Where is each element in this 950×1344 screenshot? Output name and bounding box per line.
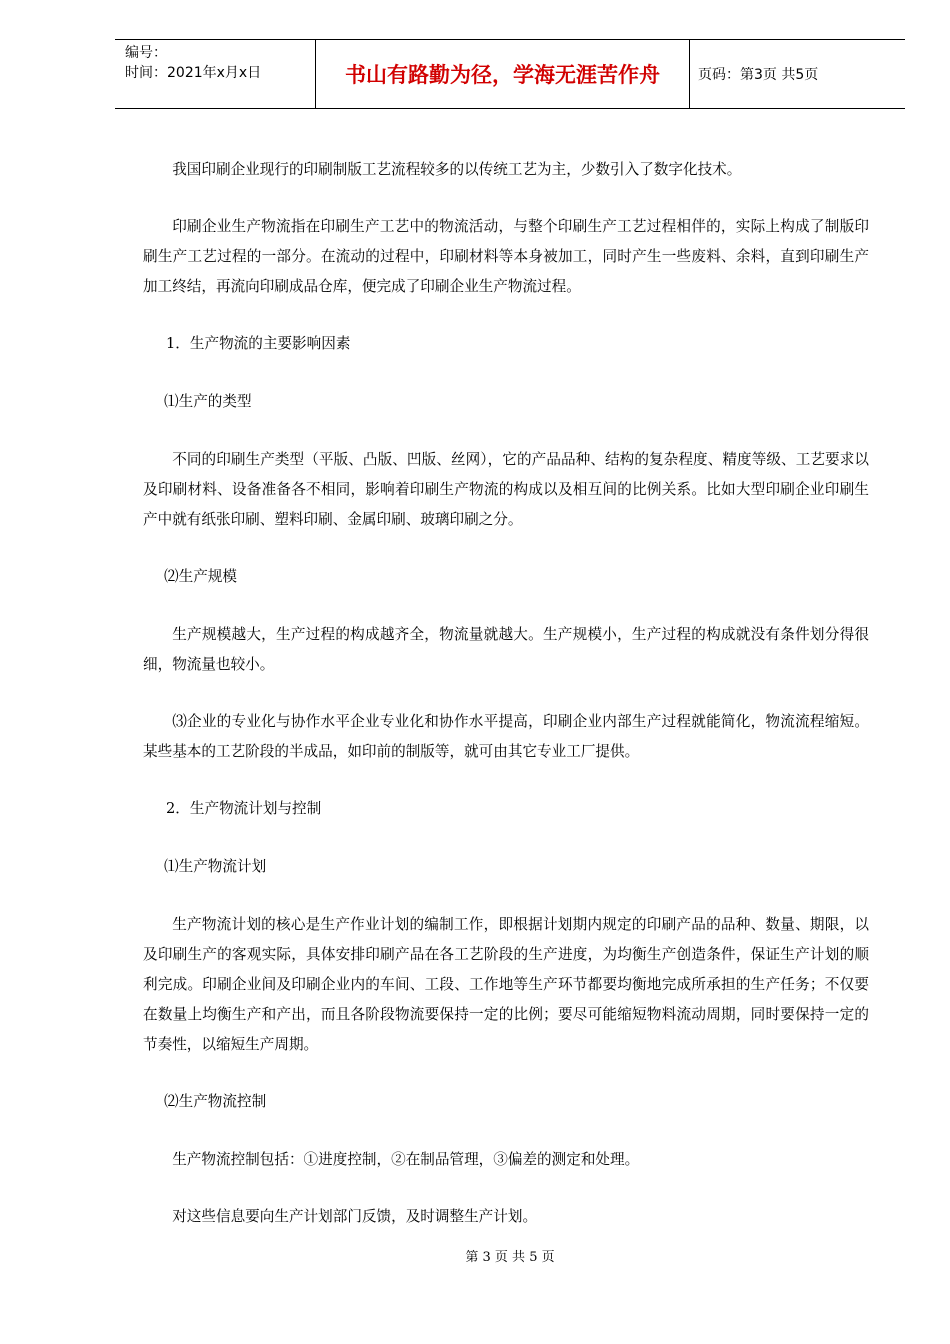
- paragraph-1: 我国印刷企业现行的印刷制版工艺流程较多的以传统工艺为主，少数引入了数字化技术。: [172, 161, 742, 178]
- paragraph-4: 生产规模越大，生产过程的构成越齐全，物流量就越大。生产规模小，生产过程的构成就没有条件划分得很细，物流量也较小。: [143, 626, 869, 673]
- paragraph-2: 印刷企业生产物流指在印刷生产工艺中的物流活动，与整个印刷生产工艺过程相伴的，实际上构成了制版印刷生产工艺过程的一部分。在流动的过程中，印刷材料等本身被加工，同时产生一些废料、余料，直到印刷生产加工终结，再流向印刷成品仓库，便完成了印刷企业生产物流过程。: [143, 218, 869, 295]
- subheading-4: ⑵生产物流控制: [164, 1093, 267, 1110]
- subheading-3: ⑴生产物流计划: [164, 858, 267, 875]
- section-heading-1: 1．生产物流的主要影响因素: [166, 335, 351, 352]
- number-label: 编号：: [125, 45, 167, 61]
- paragraph-6: 生产物流计划的核心是生产作业计划的编制工作，即根据计划期内规定的印刷产品的品种、数量、期限，以及印刷生产的客观实际，具体安排印刷产品在各工艺阶段的生产进度，为均衡生产创造条件，保证生产计划的顺利完成。印刷企业间及印刷企业内的车间、工段、工作地等生产环节都要均衡地完成所承担的生产任务；不仅要在数量上均衡生产和产出，而且各阶段物流要保持一定的比例；要尽可能缩短物料流动周期，同时要保持一定的节奏性，以缩短生产周期。: [143, 916, 869, 1053]
- section-heading-2: 2．生产物流计划与控制: [166, 800, 322, 817]
- page-footer: 第 3 页 共 5 页: [465, 1250, 555, 1265]
- paragraph-5: ⑶企业的专业化与协作水平企业专业化和协作水平提高，印刷企业内部生产过程就能简化，物流流程缩短。某些基本的工艺阶段的半成品，如印前的制版等，就可由其它专业工厂提供。: [143, 713, 869, 760]
- time-label: 时间：2021年x月x日: [125, 65, 262, 81]
- page-header: [115, 39, 905, 109]
- paragraph-3: 不同的印刷生产类型（平版、凸版、凹版、丝网），它的产品品种、结构的复杂程度、精度等级、工艺要求以及印刷材料、设备准备各不相同，影响着印刷生产物流的构成以及相互间的比例关系。比如大型印刷企业印刷生产中就有纸张印刷、塑料印刷、金属印刷、玻璃印刷之分。: [143, 451, 869, 528]
- subheading-1: ⑴生产的类型: [164, 393, 252, 410]
- header-page-info: 页码：第3页 共5页: [698, 67, 819, 83]
- header-meta: [115, 40, 316, 108]
- paragraph-8: 对这些信息要向生产计划部门反馈，及时调整生产计划。: [172, 1208, 538, 1225]
- paragraph-7: 生产物流控制包括：①进度控制，②在制品管理，③偏差的测定和处理。: [172, 1151, 640, 1168]
- header-motto: 书山有路勤为径，学海无涯苦作舟: [316, 40, 690, 108]
- document-body: [143, 155, 869, 1259]
- subheading-2: ⑵生产规模: [164, 568, 237, 585]
